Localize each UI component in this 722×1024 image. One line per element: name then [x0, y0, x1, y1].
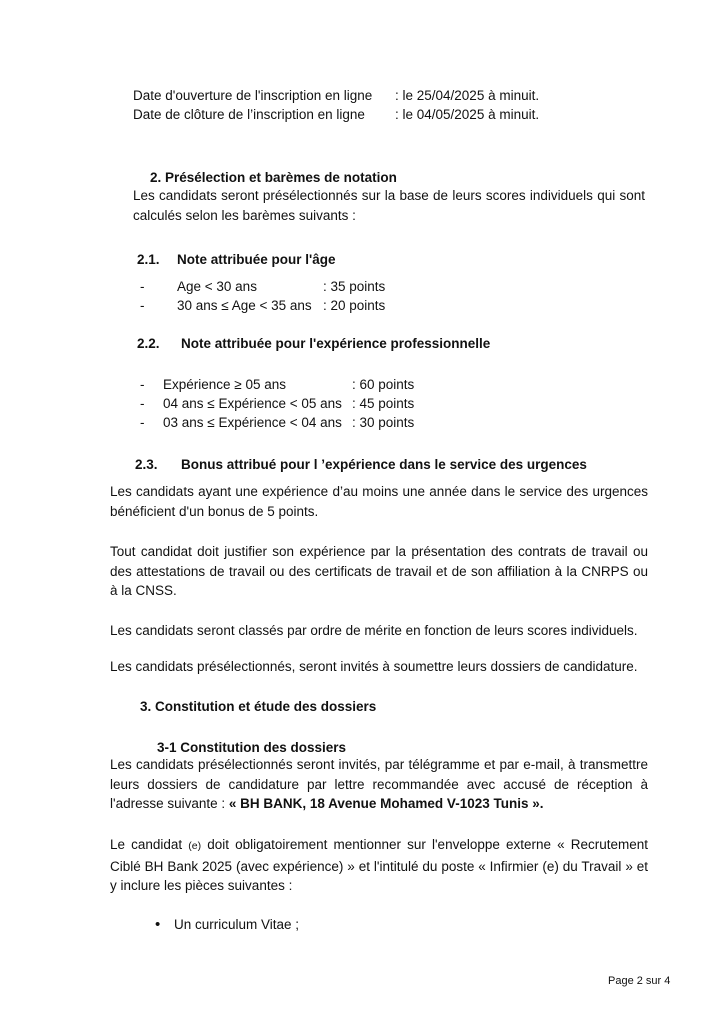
ranking-paragraph: Les candidats seront classés par ordre de mérite en fonction de leurs scores individuels.	[110, 623, 638, 638]
registration-close-value: : le 04/05/2025 à minuit.	[395, 107, 540, 122]
section-2-2-number: 2.2.	[137, 336, 160, 351]
age-item-2-value: : 20 points	[323, 298, 386, 313]
section-2-1-title: Note attribuée pour l'âge	[177, 252, 336, 267]
experience-item-2-dash: -	[140, 396, 145, 411]
age-item-1-label: Age < 30 ans	[177, 279, 257, 294]
bonus-paragraph: Les candidats ayant une expérience d’au moins une année dans le service des urgences bénéficient d'un bonus de 5 points.	[110, 484, 648, 519]
transmission-text: Les candidats présélectionnés seront invités, par télégramme et par e-mail, à transmettre leurs dossiers de candidature par lettre recommandée avec accusé de réception à l'adresse suivante :	[110, 757, 648, 811]
registration-open-value: : le 25/04/2025 à minuit.	[395, 88, 540, 103]
envelope-text-start: Le candidat	[110, 837, 189, 852]
experience-item-3-dash: -	[140, 415, 145, 430]
section-3-1-title: 3-1 Constitution des dossiers	[157, 740, 347, 755]
section-2-intro: Les candidats seront présélectionnés sur la base de leurs scores individuels qui sont calculés selon les barèmes suivants :	[133, 188, 645, 223]
age-item-1-value: : 35 points	[323, 279, 386, 294]
transmission-paragraph	[110, 755, 648, 814]
envelope-text-small: (e)	[188, 840, 202, 852]
experience-item-3-value: : 30 points	[352, 415, 415, 430]
experience-item-3-label: 03 ans ≤ Expérience < 04 ans	[163, 415, 342, 430]
page-number: Page 2 sur 4	[608, 975, 671, 987]
age-item-1-dash: -	[140, 279, 145, 294]
envelope-paragraph	[110, 835, 648, 896]
age-item-2-dash: -	[140, 298, 145, 313]
section-2-2-title: Note attribuée pour l'expérience professionnelle	[181, 336, 491, 351]
bullet-item-cv: Un curriculum Vitae ;	[174, 917, 300, 932]
envelope-text-rest: doit obligatoirement mentionner sur l'enveloppe externe « Recrutement Ciblé BH Bank 2025 (avec expérience) » et l'intitulé du poste « Infirmier (e) du Travail » et y inclure les pièces suivantes :	[110, 837, 648, 893]
section-2-1-number: 2.1.	[137, 252, 160, 267]
section-2-3-number: 2.3.	[135, 457, 158, 472]
experience-item-1-label: Expérience ≥ 05 ans	[163, 377, 286, 392]
experience-item-1-value: : 60 points	[352, 377, 415, 392]
bank-address: « BH BANK, 18 Avenue Mohamed V-1023 Tunis ».	[228, 796, 544, 811]
registration-close-label: Date de clôture de l’inscription en ligne	[133, 107, 365, 122]
section-2-title: 2. Présélection et barèmes de notation	[150, 170, 397, 185]
bullet-icon: •	[155, 916, 161, 933]
experience-item-2-label: 04 ans ≤ Expérience < 05 ans	[163, 396, 342, 411]
justification-paragraph: Tout candidat doit justifier son expérience par la présentation des contrats de travail ou des attestations de travail ou des certificats de travail et de son affiliation à la CNRPS ou à la CNSS.	[110, 544, 648, 598]
registration-open-label: Date d'ouverture de l'inscription en ligne	[133, 88, 373, 103]
submission-paragraph: Les candidats présélectionnés, seront invités à soumettre leurs dossiers de candidature.	[110, 659, 638, 674]
section-3-title: 3. Constitution et étude des dossiers	[140, 699, 377, 714]
age-item-2-label: 30 ans ≤ Age < 35 ans	[177, 298, 312, 313]
experience-item-1-dash: -	[140, 377, 145, 392]
experience-item-2-value: : 45 points	[352, 396, 415, 411]
section-2-3-title: Bonus attribué pour l ’expérience dans le service des urgences	[181, 457, 587, 472]
